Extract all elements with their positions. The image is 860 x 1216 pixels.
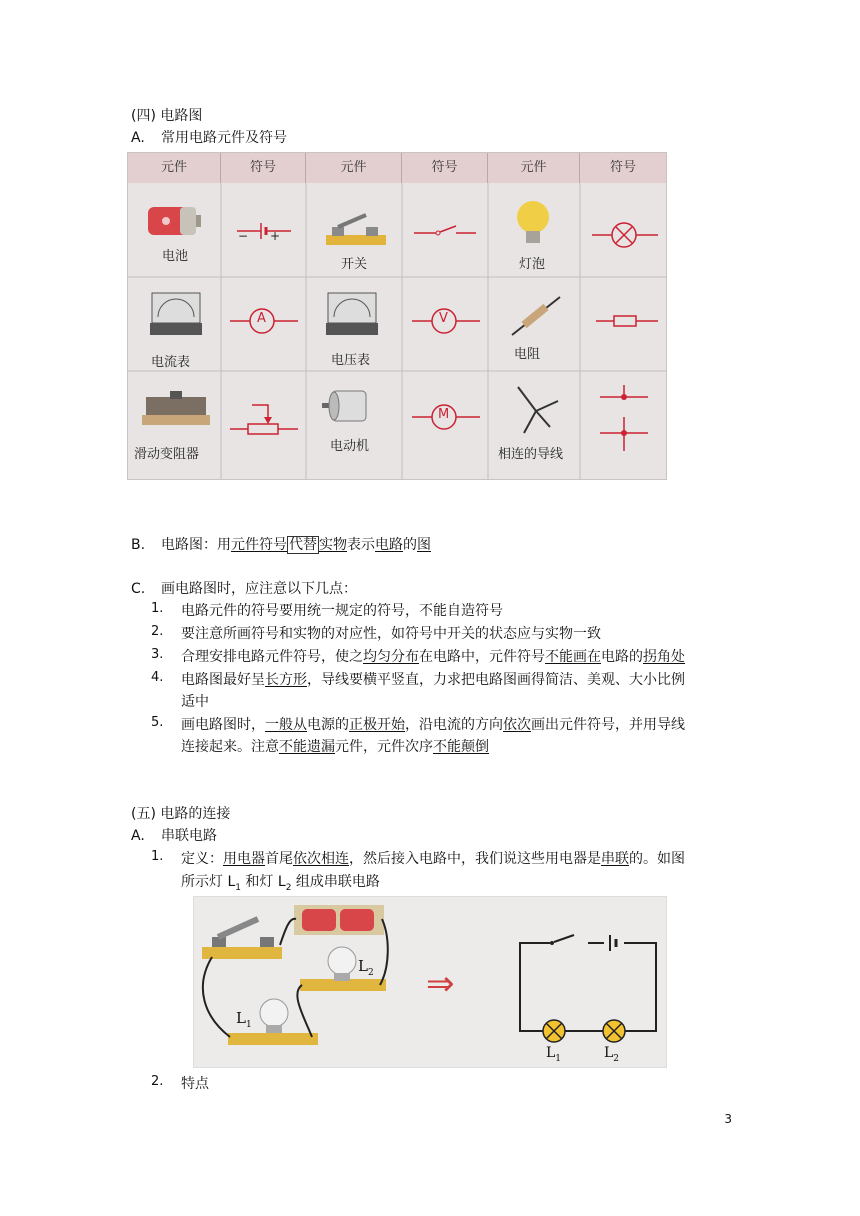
point-text: 电路元件的符号要用统一规定的符号，不能自造符号 bbox=[181, 603, 503, 619]
schematic-label-l1: $L_1$ bbox=[546, 1045, 562, 1064]
photo-label-l2: $L_2$ bbox=[358, 957, 374, 978]
arrow-icon: ⇒ bbox=[426, 964, 455, 1004]
label-ammeter: 电流表 bbox=[151, 355, 191, 370]
label-motor: 电动机 bbox=[330, 439, 370, 454]
ammeter-letter: A bbox=[257, 311, 266, 326]
point-text: 画电路图时，一般从电源的正极开始，沿电流的方向依次画出元件符号，并用导线 bbox=[181, 717, 685, 733]
rheostat-symbol-icon bbox=[228, 387, 300, 445]
feature-heading: 特点 bbox=[181, 1076, 209, 1092]
switch-symbol-icon bbox=[410, 217, 480, 241]
table-header: 符号 bbox=[402, 153, 488, 183]
definition-text-cont: 所示灯 $L_1$ 和灯 $L_2$ 组成串联电路 bbox=[181, 874, 380, 893]
motor-letter: M bbox=[438, 407, 450, 422]
point-number: 2. bbox=[151, 1074, 164, 1089]
point-text-cont: 连接起来。注意不能遗漏元件，元件次序不能颠倒 bbox=[181, 739, 489, 755]
point-number: 4. bbox=[151, 670, 164, 685]
table-header: 符号 bbox=[221, 153, 306, 183]
label-rheostat: 滑动变阻器 bbox=[134, 447, 200, 462]
item-c-label: C. bbox=[131, 581, 146, 597]
label-battery: 电池 bbox=[162, 249, 189, 264]
point-text: 电路图最好呈长方形，导线要横平竖直，力求把电路图画得简洁、美观、大小比例 bbox=[181, 672, 685, 688]
battery-minus: − bbox=[238, 229, 249, 243]
item-b-label: B. bbox=[131, 537, 146, 553]
page-number: 3 bbox=[724, 1112, 732, 1126]
table-header: 符号 bbox=[580, 153, 666, 183]
rheostat-icon bbox=[140, 387, 212, 433]
table-header: 元件 bbox=[488, 153, 580, 183]
battery-plus: + bbox=[270, 229, 281, 243]
series-circuit-figure bbox=[193, 896, 667, 1068]
switch-icon bbox=[322, 209, 390, 249]
item-a-label: A. bbox=[131, 130, 145, 146]
section-heading: (五) 电路的连接 bbox=[131, 806, 231, 822]
point-text: 合理安排电路元件符号，使之均匀分布在电路中，元件符号不能画在电路的拐角处 bbox=[181, 649, 685, 665]
point-number: 3. bbox=[151, 647, 164, 662]
resistor-icon bbox=[508, 293, 564, 339]
bulb-icon bbox=[508, 197, 558, 251]
point-number: 5. bbox=[151, 715, 164, 730]
point-text-cont: 适中 bbox=[181, 694, 209, 710]
table-header: 元件 bbox=[128, 153, 221, 183]
ammeter-icon bbox=[146, 289, 206, 339]
label-bulb: 灯泡 bbox=[519, 257, 546, 272]
component-symbol-table bbox=[127, 152, 667, 480]
point-text: 要注意所画符号和实物的对应性，如符号中开关的状态应与实物一致 bbox=[181, 626, 601, 642]
voltmeter-icon bbox=[322, 289, 382, 339]
point-number: 2. bbox=[151, 624, 164, 639]
section-heading: (四) 电路图 bbox=[131, 108, 203, 124]
point-number: 1. bbox=[151, 601, 164, 616]
definition-text: 定义：用电器首尾依次相连，然后接入电路中，我们说这些用电器是串联的。如图 bbox=[181, 851, 685, 867]
photo-label-l1: $L_1$ bbox=[236, 1009, 252, 1030]
item-a-text: 串联电路 bbox=[161, 828, 217, 844]
connected-wires-icon bbox=[506, 381, 566, 437]
table-header: 元件 bbox=[306, 153, 402, 183]
resistor-symbol-icon bbox=[594, 313, 660, 329]
label-switch: 开关 bbox=[341, 257, 368, 272]
item-a-label: A. bbox=[131, 828, 145, 844]
voltmeter-letter: V bbox=[439, 311, 448, 326]
item-c-text: 画电路图时，应注意以下几点： bbox=[161, 581, 357, 597]
label-voltmeter: 电压表 bbox=[331, 353, 371, 368]
label-resistor: 电阻 bbox=[514, 347, 541, 362]
item-b-text: 电路图：用元件符号 代替 实物表示电路的图 bbox=[161, 537, 431, 553]
battery-icon bbox=[144, 201, 206, 241]
point-number: 1. bbox=[151, 849, 164, 864]
schematic-label-l2: $L_2$ bbox=[604, 1045, 620, 1064]
label-connected-wires: 相连的导线 bbox=[498, 447, 564, 462]
junction-symbol-icon bbox=[600, 381, 650, 461]
motor-icon bbox=[318, 385, 378, 431]
item-a-text: 常用电路元件及符号 bbox=[161, 130, 287, 146]
lamp-symbol-icon bbox=[590, 217, 660, 253]
